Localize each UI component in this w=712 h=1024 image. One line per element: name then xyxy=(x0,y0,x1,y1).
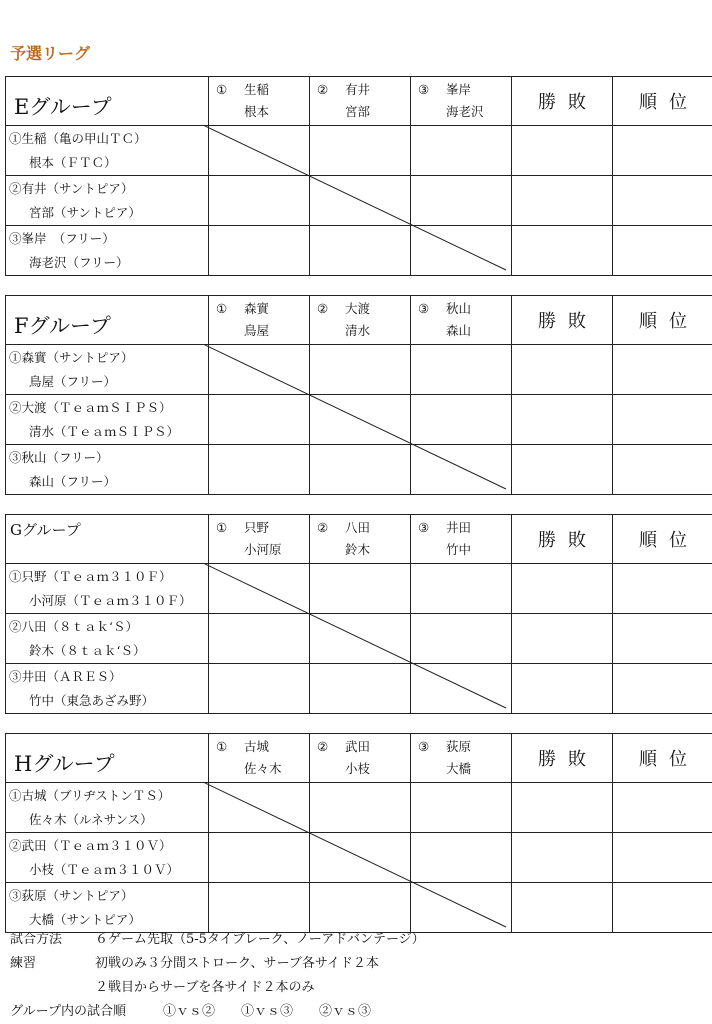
score-cell[interactable] xyxy=(411,614,512,664)
page-title: 予選リーグ xyxy=(10,44,91,63)
score-cell[interactable] xyxy=(310,395,411,445)
column-number: ① xyxy=(216,301,228,316)
score-cell[interactable] xyxy=(512,176,613,226)
pair-line-2: 鈴木（８ｔａｋ‘Ｓ） xyxy=(29,643,146,658)
score-cell[interactable] xyxy=(209,833,310,883)
column-player-1: 八田 xyxy=(345,520,371,535)
column-number: ① xyxy=(216,82,228,97)
score-cell[interactable] xyxy=(209,445,310,495)
score-cell[interactable] xyxy=(310,664,411,714)
column-player-2: 海老沢 xyxy=(446,104,484,119)
column-header-player xyxy=(310,77,411,126)
group-name: Gグループ xyxy=(6,515,209,564)
column-player-2: 宮部 xyxy=(345,104,371,119)
column-header-player xyxy=(209,515,310,564)
pair-line-2: 小河原（Ｔｅａｍ３１０Ｆ） xyxy=(29,593,192,608)
pair-label xyxy=(6,564,209,614)
score-cell[interactable] xyxy=(411,445,512,495)
score-cell[interactable] xyxy=(209,783,310,833)
method-value: ６ゲーム先取（5-5タイブレーク、ノーアドバンテージ） xyxy=(95,932,425,947)
column-player-1: 井田 xyxy=(446,520,472,535)
column-header-player xyxy=(310,734,411,783)
column-player-2: 小枝 xyxy=(345,761,371,776)
pair-line-1: ②大渡（ＴｅａｍＳＩＰＳ） xyxy=(9,400,172,415)
table-row xyxy=(6,345,712,395)
column-player-1: 古城 xyxy=(244,739,270,754)
column-player-2: 小河原 xyxy=(244,542,282,557)
rank-header: 順位 xyxy=(613,515,712,564)
score-cell[interactable] xyxy=(310,176,411,226)
score-cell[interactable] xyxy=(411,395,512,445)
score-cell[interactable] xyxy=(613,883,712,933)
score-cell[interactable] xyxy=(613,176,712,226)
match-notes xyxy=(10,928,710,1024)
score-cell[interactable] xyxy=(512,883,613,933)
pair-line-1: ②有井（サントピア） xyxy=(9,181,134,196)
column-player-1: 峯岸 xyxy=(446,82,472,97)
score-cell[interactable] xyxy=(209,226,310,276)
column-player-1: 武田 xyxy=(345,739,371,754)
score-cell[interactable] xyxy=(209,126,310,176)
column-header-player xyxy=(411,296,512,345)
column-number: ② xyxy=(317,301,329,316)
pair-line-1: ②武田（Ｔｅａｍ３１０Ｖ） xyxy=(9,838,172,853)
pair-line-1: ③峯岸 （フリー） xyxy=(9,231,115,246)
score-cell[interactable] xyxy=(310,345,411,395)
pair-label xyxy=(6,883,209,933)
pair-label xyxy=(6,783,209,833)
column-header-player xyxy=(411,515,512,564)
group-name: Fグループ xyxy=(6,296,209,345)
pair-line-2: 清水（ＴｅａｍＳＩＰＳ） xyxy=(29,424,180,439)
column-player-1: 有井 xyxy=(345,82,371,97)
column-number: ② xyxy=(317,82,329,97)
column-header-player xyxy=(209,77,310,126)
score-cell[interactable] xyxy=(310,783,411,833)
column-number: ② xyxy=(317,739,329,754)
column-header-player xyxy=(310,296,411,345)
score-cell[interactable] xyxy=(411,226,512,276)
group-table xyxy=(5,514,712,714)
table-row xyxy=(6,564,712,614)
pair-label xyxy=(6,345,209,395)
pair-line-1: ①生稲（亀の甲山ＴＣ） xyxy=(9,131,147,146)
score-cell[interactable] xyxy=(310,445,411,495)
column-player-2: 清水 xyxy=(345,323,371,338)
pair-line-1: ③秋山（フリー） xyxy=(9,450,109,465)
score-cell[interactable] xyxy=(512,126,613,176)
score-cell[interactable] xyxy=(613,833,712,883)
score-cell[interactable] xyxy=(512,226,613,276)
score-cell[interactable] xyxy=(512,783,613,833)
score-cell[interactable] xyxy=(310,883,411,933)
pair-line-2: 宮部（サントピア） xyxy=(29,205,141,220)
score-cell[interactable] xyxy=(411,345,512,395)
column-player-1: 秋山 xyxy=(446,301,472,316)
table-row xyxy=(6,614,712,664)
column-number: ③ xyxy=(418,82,430,97)
column-player-1: 森實 xyxy=(244,301,270,316)
column-header-player xyxy=(310,515,411,564)
column-player-1: 荻原 xyxy=(446,739,472,754)
pair-line-2: 大橋（サントピア） xyxy=(29,912,141,927)
table-row xyxy=(6,664,712,714)
pair-label xyxy=(6,176,209,226)
table-row xyxy=(6,883,712,933)
group-name: Eグループ xyxy=(6,77,209,126)
score-cell[interactable] xyxy=(310,126,411,176)
rank-header: 順位 xyxy=(613,296,712,345)
pair-label xyxy=(6,445,209,495)
table-row xyxy=(6,226,712,276)
score-cell[interactable] xyxy=(512,664,613,714)
rank-header: 順位 xyxy=(613,734,712,783)
score-cell[interactable] xyxy=(209,614,310,664)
pair-label xyxy=(6,614,209,664)
method-label: 試合方法 xyxy=(10,932,63,947)
score-cell[interactable] xyxy=(512,345,613,395)
column-player-1: 大渡 xyxy=(345,301,371,316)
table-row xyxy=(6,833,712,883)
column-player-2: 鳥屋 xyxy=(244,323,270,338)
pair-line-2: 小枝（Ｔｅａｍ３１０Ｖ） xyxy=(29,862,180,877)
score-cell[interactable] xyxy=(613,395,712,445)
win-loss-header: 勝敗 xyxy=(512,515,613,564)
score-cell[interactable] xyxy=(512,564,613,614)
score-cell[interactable] xyxy=(411,664,512,714)
win-loss-header: 勝敗 xyxy=(512,296,613,345)
pair-line-1: ②八田（８ｔａｋ‘Ｓ） xyxy=(9,619,138,634)
column-player-2: 佐々木 xyxy=(244,761,282,776)
column-header-player xyxy=(209,734,310,783)
score-cell[interactable] xyxy=(310,226,411,276)
pair-line-1: ③荻原（サントピア） xyxy=(9,888,134,903)
score-cell[interactable] xyxy=(613,664,712,714)
score-cell[interactable] xyxy=(411,126,512,176)
score-cell[interactable] xyxy=(613,345,712,395)
score-cell[interactable] xyxy=(411,783,512,833)
rank-header: 順位 xyxy=(613,77,712,126)
pair-line-2: 根本（ＦＴＣ） xyxy=(29,155,117,170)
pair-line-2: 竹中（東急あざみ野） xyxy=(29,693,155,708)
score-cell[interactable] xyxy=(512,395,613,445)
practice-value-1: 初戦のみ３分間ストローク、サーブ各サイド２本 xyxy=(95,956,379,971)
column-number: ③ xyxy=(418,301,430,316)
pair-line-1: ①只野（Ｔｅａｍ３１０Ｆ） xyxy=(9,569,172,584)
score-cell[interactable] xyxy=(209,883,310,933)
group-table xyxy=(5,733,712,933)
column-player-1: 生稲 xyxy=(244,82,270,97)
score-cell[interactable] xyxy=(411,833,512,883)
score-cell[interactable] xyxy=(310,564,411,614)
table-row xyxy=(6,176,712,226)
score-cell[interactable] xyxy=(613,614,712,664)
score-cell[interactable] xyxy=(613,126,712,176)
win-loss-header: 勝敗 xyxy=(512,77,613,126)
score-cell[interactable] xyxy=(613,564,712,614)
order-value: ①ｖｓ② ①ｖｓ③ ②ｖｓ③ xyxy=(163,1004,372,1019)
pair-line-2: 海老沢（フリー） xyxy=(29,255,129,270)
pair-line-1: ③井田（ＡＲＥＳ） xyxy=(9,669,122,684)
column-number: ③ xyxy=(418,739,430,754)
score-cell[interactable] xyxy=(209,564,310,614)
table-row xyxy=(6,783,712,833)
column-player-1: 只野 xyxy=(244,520,270,535)
win-loss-header: 勝敗 xyxy=(512,734,613,783)
column-number: ② xyxy=(317,520,329,535)
column-number: ① xyxy=(216,739,228,754)
column-number: ③ xyxy=(418,520,430,535)
pair-label xyxy=(6,833,209,883)
score-cell[interactable] xyxy=(512,614,613,664)
column-header-player xyxy=(209,296,310,345)
column-player-2: 森山 xyxy=(446,323,472,338)
group-table xyxy=(5,295,712,495)
score-cell[interactable] xyxy=(411,176,512,226)
score-cell[interactable] xyxy=(209,345,310,395)
column-player-2: 竹中 xyxy=(446,542,472,557)
pair-line-2: 鳥屋（フリー） xyxy=(29,374,117,389)
pair-line-2: 佐々木（ルネサンス） xyxy=(29,812,153,827)
column-player-2: 根本 xyxy=(244,104,270,119)
column-player-2: 大橋 xyxy=(446,761,472,776)
score-cell[interactable] xyxy=(310,614,411,664)
score-cell[interactable] xyxy=(310,833,411,883)
pair-label xyxy=(6,395,209,445)
pair-label xyxy=(6,126,209,176)
score-cell[interactable] xyxy=(512,445,613,495)
pair-line-2: 森山（フリー） xyxy=(29,474,117,489)
group-name: Hグループ xyxy=(6,734,209,783)
table-row xyxy=(6,445,712,495)
practice-label: 練習 xyxy=(10,956,37,971)
score-cell[interactable] xyxy=(411,883,512,933)
order-label: グループ内の試合順 xyxy=(10,1004,126,1019)
table-row xyxy=(6,395,712,445)
table-row xyxy=(6,126,712,176)
score-cell[interactable] xyxy=(613,783,712,833)
score-cell[interactable] xyxy=(613,445,712,495)
score-cell[interactable] xyxy=(209,395,310,445)
group-table xyxy=(5,76,712,276)
score-cell[interactable] xyxy=(209,664,310,714)
pair-label xyxy=(6,226,209,276)
pair-line-1: ①古城（ブリヂストンＴＳ） xyxy=(9,788,171,803)
pair-label xyxy=(6,664,209,714)
score-cell[interactable] xyxy=(613,226,712,276)
column-header-player xyxy=(411,77,512,126)
column-player-2: 鈴木 xyxy=(345,542,371,557)
column-number: ① xyxy=(216,520,228,535)
score-cell[interactable] xyxy=(209,176,310,226)
practice-value-2: ２戦目からサーブを各サイド２本のみ xyxy=(95,980,315,995)
score-cell[interactable] xyxy=(411,564,512,614)
score-cell[interactable] xyxy=(512,833,613,883)
pair-line-1: ①森實（サントピア） xyxy=(9,350,134,365)
column-header-player xyxy=(411,734,512,783)
